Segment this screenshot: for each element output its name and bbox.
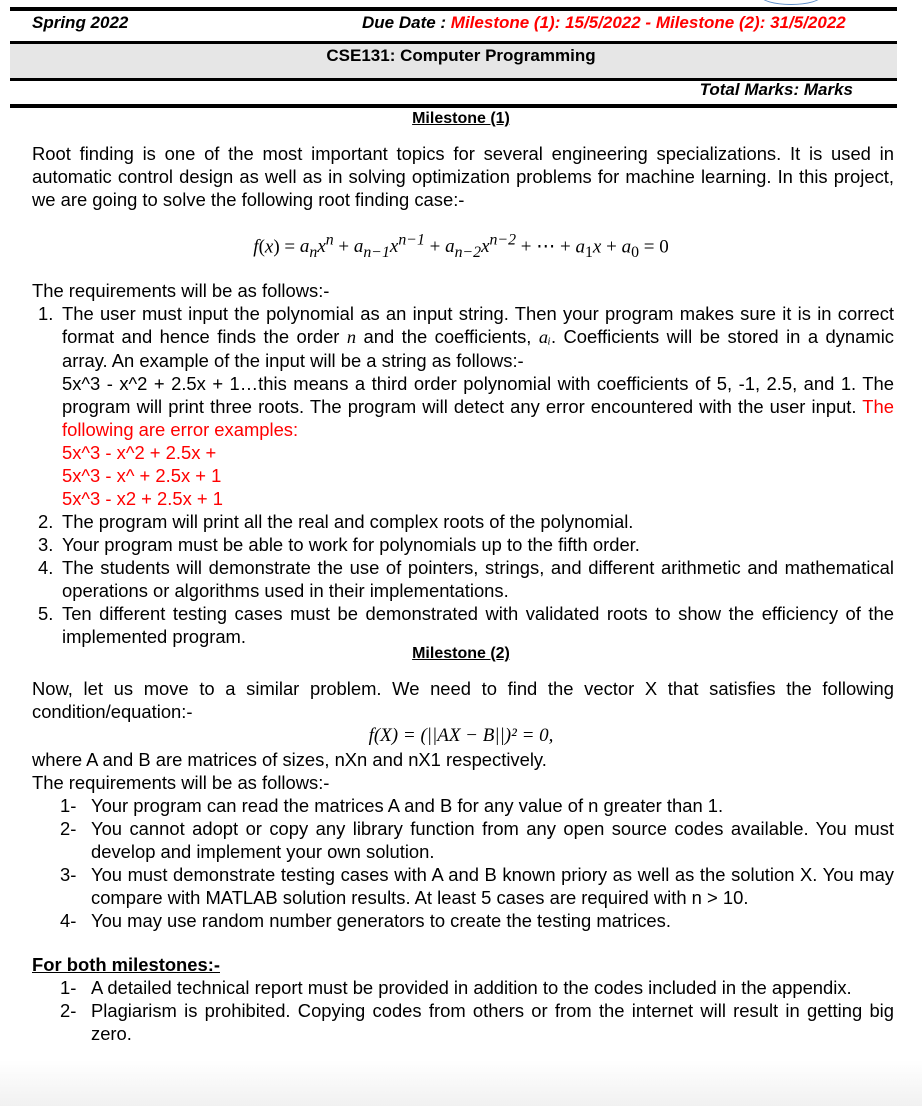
item-number: 4. <box>38 557 54 578</box>
total-marks: Total Marks: Marks <box>699 80 853 99</box>
item-text: Ten different testing cases must be demonstrated with validated roots to show the efficiency of the implemented program. <box>62 603 894 647</box>
list-item <box>60 976 894 999</box>
item-text: You must demonstrate testing cases with A and B known priory as well as the solution X. You may compare with MATLAB solution results. At least 5 cases are required with n > 10. <box>91 864 894 908</box>
item-text: The program will print all the real and complex roots of the polynomial. <box>62 511 634 532</box>
milestone1-req-intro: The requirements will be as follows:- <box>32 280 330 301</box>
error-example: 5x^3 - x^2 + 2.5x + <box>62 442 217 463</box>
due-value: Milestone (1): 15/5/2022 - Milestone (2): 31/5/2022 <box>450 13 846 32</box>
item-number: 5. <box>38 603 54 624</box>
milestone1-list <box>38 302 894 648</box>
course-title: CSE131: Computer Programming <box>326 46 596 65</box>
error-example: 5x^3 - x2 + 2.5x + 1 <box>62 488 223 509</box>
list-item <box>38 533 894 556</box>
list-item <box>60 863 894 909</box>
list-item <box>60 794 894 817</box>
due-label: Due Date : <box>362 13 451 32</box>
item-text: A detailed technical report must be provided in addition to the codes included in the appendix. <box>91 977 852 998</box>
list-item <box>38 602 894 648</box>
list-item <box>60 999 894 1045</box>
polynomial-equation: $f(x) = a_nx^n + a_{n-1}x^{n-1} + a_{n-2}x^{n-2}$ + ⋯ + $a_1x + a_0 = 0$ <box>253 232 669 262</box>
item-text: Your program must be able to work for polynomials up to the fifth order. <box>62 534 640 555</box>
item-number: 3- <box>60 864 77 885</box>
milestone1-heading: Milestone (1) <box>412 110 510 127</box>
item-number: 1. <box>38 303 54 324</box>
milestone2-req-intro: The requirements will be as follows:- <box>32 772 330 793</box>
semester: Spring 2022 <box>32 13 129 32</box>
milestone1-intro: Root finding is one of the most important topics for several engineering specializations. It is used in automatic control design as well as in solving optimization problems for machine learning. In this project, we are going to solve the following root finding case:- <box>32 143 894 210</box>
item-text: Plagiarism is prohibited. Copying codes from others or from the internet will result in getting big zero. <box>91 1000 894 1044</box>
both-heading: For both milestones:- <box>32 954 220 975</box>
matrix-equation: f(X) = (||AX − B||)² = 0, <box>368 725 554 746</box>
milestone2-intro: Now, let us move to a similar problem. We need to find the vector X that satisfies the following condition/equation:- <box>32 678 894 722</box>
item-number: 1- <box>60 977 77 998</box>
list-item <box>38 556 894 602</box>
milestone2-where: where A and B are matrices of sizes, nXn and nX1 respectively. <box>32 749 547 770</box>
item-number: 2- <box>60 818 77 839</box>
milestone2-heading: Milestone (2) <box>412 645 510 662</box>
item-number: 2. <box>38 511 54 532</box>
due-date <box>362 13 846 33</box>
rule <box>10 41 897 44</box>
item-number: 1- <box>60 795 77 816</box>
item-text: The user must input the polynomial as an input string. Then your program makes sure it is in correct format and hence finds the order n and the coefficients, aᵢ. Coefficients will be stored in a dynamic array. An example of the input will be a string as follows:- 5x^3 - x^2 + 2.5x + 1…this means a third order polynomial with coefficients of 5, -1, 2.5, and 1. The program will print three roots. The program will detect any error encountered with the user input. The following are error examples: 5x^3 - x^2 + 2.5x + 5x^3 - x^ + 2.5x + 1 5x^3 - x2 + 2.5x + 1 <box>62 303 894 509</box>
milestone2-list <box>60 794 894 932</box>
rule <box>10 104 897 108</box>
list-item <box>60 909 894 932</box>
item-text: You cannot adopt or copy any library function from any open source codes available. You must develop and implement your own solution. <box>91 818 894 862</box>
list-item <box>38 510 894 533</box>
logo-fragment <box>760 0 822 5</box>
item-text: You may use random number generators to create the testing matrices. <box>91 910 671 931</box>
example-text: 5x^3 - x^2 + 2.5x + 1…this means a third order polynomial with coefficients of 5, -1, 2.5, and 1. The program will print three roots. The program will detect any error encountered with the user input. The following are error examples: <box>62 373 894 440</box>
top-rule <box>10 7 897 11</box>
list-item <box>60 817 894 863</box>
page-bottom-shadow <box>0 1060 922 1106</box>
list-item <box>38 302 894 510</box>
item-number: 4- <box>60 910 77 931</box>
item-number: 3. <box>38 534 54 555</box>
error-example: 5x^3 - x^ + 2.5x + 1 <box>62 465 222 486</box>
item-text: The students will demonstrate the use of pointers, strings, and different arithmetic and mathematical operations or algorithms used in their implementations. <box>62 557 894 601</box>
both-list <box>60 976 894 1045</box>
item-text: Your program can read the matrices A and B for any value of n greater than 1. <box>91 795 724 816</box>
item-number: 2- <box>60 1000 77 1021</box>
